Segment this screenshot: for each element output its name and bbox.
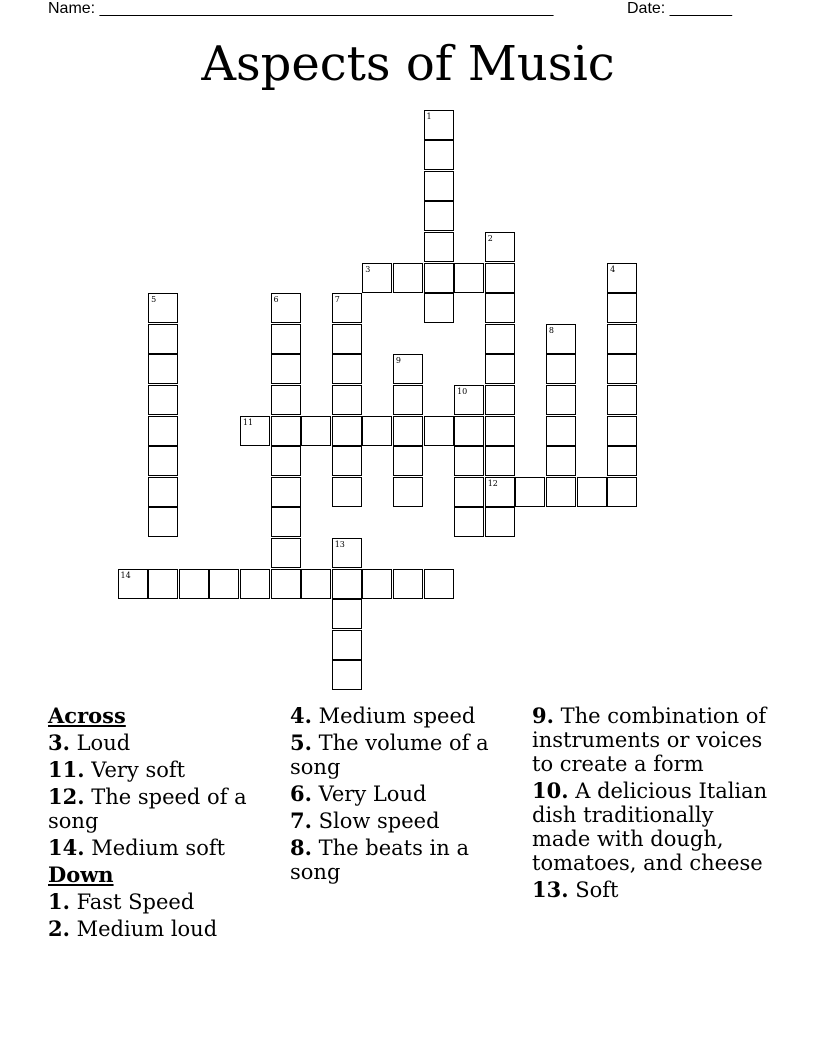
clue-item-text: The beats in a song bbox=[290, 836, 469, 884]
grid-cell[interactable] bbox=[393, 416, 423, 446]
grid-cell[interactable] bbox=[485, 416, 515, 446]
grid-cell[interactable] bbox=[393, 263, 423, 293]
grid-cell[interactable] bbox=[454, 446, 484, 476]
grid-cell[interactable] bbox=[332, 354, 362, 384]
clue-number: 10 bbox=[457, 386, 468, 396]
clue-item bbox=[48, 785, 278, 833]
grid-cell[interactable] bbox=[301, 569, 331, 599]
clue-item bbox=[290, 731, 520, 779]
grid-cell[interactable] bbox=[271, 385, 301, 415]
grid-cell[interactable] bbox=[332, 599, 362, 629]
grid-cell[interactable] bbox=[485, 324, 515, 354]
clue-number: 8 bbox=[548, 325, 554, 335]
grid-cell[interactable] bbox=[485, 232, 515, 262]
grid-cell[interactable] bbox=[485, 293, 515, 323]
grid-cell[interactable] bbox=[148, 446, 178, 476]
grid-cell[interactable] bbox=[148, 477, 178, 507]
clue-item-text: The combination of instruments or voices to create a form bbox=[532, 704, 767, 776]
grid-cell[interactable] bbox=[454, 385, 484, 415]
grid-cell[interactable] bbox=[393, 385, 423, 415]
grid-cell[interactable] bbox=[607, 354, 637, 384]
grid-cell[interactable] bbox=[148, 507, 178, 537]
grid-cell[interactable] bbox=[607, 416, 637, 446]
grid-cell[interactable] bbox=[424, 569, 454, 599]
grid-cell[interactable] bbox=[607, 477, 637, 507]
grid-cell[interactable] bbox=[546, 477, 576, 507]
clues-column-2 bbox=[290, 704, 520, 887]
grid-cell[interactable] bbox=[271, 354, 301, 384]
grid-cell[interactable] bbox=[546, 354, 576, 384]
grid-cell[interactable] bbox=[332, 324, 362, 354]
clue-item bbox=[532, 878, 772, 902]
grid-cell[interactable] bbox=[393, 477, 423, 507]
clue-number: 6 bbox=[273, 295, 279, 305]
grid-cell[interactable] bbox=[148, 293, 178, 323]
clue-number: 3 bbox=[365, 264, 371, 274]
clue-item bbox=[532, 704, 772, 776]
clue-number: 13 bbox=[334, 539, 345, 549]
grid-cell[interactable] bbox=[424, 140, 454, 170]
grid-cell[interactable] bbox=[424, 171, 454, 201]
page-title: Aspects of Music bbox=[201, 36, 615, 92]
grid-cell[interactable] bbox=[332, 446, 362, 476]
clue-number: 5 bbox=[151, 295, 157, 305]
grid-cell[interactable] bbox=[271, 569, 301, 599]
grid-cell[interactable] bbox=[393, 354, 423, 384]
grid-cell[interactable] bbox=[332, 477, 362, 507]
grid-cell[interactable] bbox=[454, 477, 484, 507]
clue-item-number: 9. bbox=[532, 703, 554, 728]
grid-cell[interactable] bbox=[485, 507, 515, 537]
clue-number: 4 bbox=[610, 264, 616, 274]
grid-cell[interactable] bbox=[424, 201, 454, 231]
grid-cell[interactable] bbox=[485, 263, 515, 293]
grid-cell[interactable] bbox=[515, 477, 545, 507]
clue-item-number: 11. bbox=[48, 757, 85, 782]
clues-column-3 bbox=[532, 704, 772, 905]
grid-cell[interactable] bbox=[546, 446, 576, 476]
clue-item bbox=[48, 731, 278, 755]
grid-cell[interactable] bbox=[148, 354, 178, 384]
grid-cell[interactable] bbox=[424, 293, 454, 323]
clue-item-number: 8. bbox=[290, 835, 312, 860]
grid-cell[interactable] bbox=[148, 569, 178, 599]
clue-item bbox=[48, 917, 278, 941]
clue-item-number: 7. bbox=[290, 808, 312, 833]
clue-item-text: Very Loud bbox=[311, 782, 427, 806]
clue-item-text: A delicious Italian dish traditionally made with dough, tomatoes, and cheese bbox=[532, 779, 768, 875]
grid-cell[interactable] bbox=[240, 569, 270, 599]
clue-item-number: 14. bbox=[48, 835, 85, 860]
grid-cell[interactable] bbox=[546, 385, 576, 415]
grid-cell[interactable] bbox=[485, 446, 515, 476]
grid-cell[interactable] bbox=[485, 354, 515, 384]
grid-cell[interactable] bbox=[271, 507, 301, 537]
clue-item bbox=[532, 779, 772, 875]
clues-column-1 bbox=[48, 704, 278, 944]
grid-cell[interactable] bbox=[362, 569, 392, 599]
clue-number: 11 bbox=[242, 417, 254, 427]
clue-item-text: Medium speed bbox=[311, 704, 476, 728]
clue-item bbox=[290, 782, 520, 806]
grid-cell[interactable] bbox=[271, 293, 301, 323]
grid-cell[interactable] bbox=[424, 110, 454, 140]
clue-item-text: Medium loud bbox=[69, 917, 218, 941]
grid-cell[interactable] bbox=[271, 446, 301, 476]
grid-cell[interactable] bbox=[424, 416, 454, 446]
grid-cell[interactable] bbox=[179, 569, 209, 599]
grid-cell[interactable] bbox=[332, 385, 362, 415]
grid-cell[interactable] bbox=[424, 263, 454, 293]
clue-number: 14 bbox=[120, 570, 131, 580]
clue-item bbox=[290, 809, 520, 833]
clue-item-number: 3. bbox=[48, 730, 70, 755]
clue-item-number: 13. bbox=[532, 877, 569, 902]
grid-cell[interactable] bbox=[607, 324, 637, 354]
grid-cell[interactable] bbox=[271, 416, 301, 446]
grid-cell[interactable] bbox=[332, 630, 362, 660]
grid-cell[interactable] bbox=[148, 324, 178, 354]
clue-item bbox=[290, 704, 520, 728]
grid-cell[interactable] bbox=[485, 385, 515, 415]
clue-item-text: The volume of a song bbox=[290, 731, 489, 779]
grid-cell[interactable] bbox=[362, 263, 392, 293]
clue-number: 12 bbox=[487, 478, 498, 488]
name-field: Name: ___________________________________________________ bbox=[48, 0, 554, 17]
grid-cell[interactable] bbox=[546, 416, 576, 446]
grid-cell[interactable] bbox=[424, 232, 454, 262]
grid-cell[interactable] bbox=[454, 263, 484, 293]
grid-cell[interactable] bbox=[393, 569, 423, 599]
grid-cell[interactable] bbox=[209, 569, 239, 599]
clue-number: 1 bbox=[426, 111, 432, 121]
grid-cell[interactable] bbox=[454, 416, 484, 446]
grid-cell[interactable] bbox=[332, 416, 362, 446]
clue-item bbox=[48, 890, 278, 914]
clue-item-text: Fast Speed bbox=[69, 890, 195, 914]
clue-item-text: Loud bbox=[69, 731, 131, 755]
grid-cell[interactable] bbox=[332, 293, 362, 323]
grid-cell[interactable] bbox=[607, 293, 637, 323]
grid-cell[interactable] bbox=[607, 263, 637, 293]
grid-cell[interactable] bbox=[362, 416, 392, 446]
clue-item-number: 1. bbox=[48, 889, 70, 914]
clue-item-number: 2. bbox=[48, 916, 70, 941]
clue-number: 7 bbox=[334, 295, 340, 305]
clue-number: 2 bbox=[487, 233, 493, 243]
grid-cell[interactable] bbox=[240, 416, 270, 446]
clue-item-text: The speed of a song bbox=[48, 785, 247, 833]
clue-item bbox=[48, 836, 278, 860]
clue-item-number: 4. bbox=[290, 703, 312, 728]
clue-item-number: 6. bbox=[290, 781, 312, 806]
clue-item-text: Slow speed bbox=[311, 809, 440, 833]
clue-item-number: 12. bbox=[48, 784, 85, 809]
grid-cell[interactable] bbox=[271, 538, 301, 568]
across-heading: Across bbox=[48, 703, 126, 728]
grid-cell[interactable] bbox=[607, 385, 637, 415]
grid-cell[interactable] bbox=[393, 446, 423, 476]
grid-cell[interactable] bbox=[271, 324, 301, 354]
grid-cell[interactable] bbox=[546, 324, 576, 354]
clue-item-number: 5. bbox=[290, 730, 312, 755]
grid-cell[interactable] bbox=[485, 477, 515, 507]
clue-item-text: Medium soft bbox=[84, 836, 226, 860]
date-field: Date: _______ bbox=[627, 0, 732, 17]
clue-number: 9 bbox=[395, 356, 401, 366]
grid-cell[interactable] bbox=[454, 507, 484, 537]
down-heading: Down bbox=[48, 862, 114, 887]
grid-cell[interactable] bbox=[148, 385, 178, 415]
grid-cell[interactable] bbox=[577, 477, 607, 507]
grid-cell[interactable] bbox=[332, 538, 362, 568]
grid-cell[interactable] bbox=[332, 660, 362, 690]
clue-item-number: 10. bbox=[532, 778, 569, 803]
clue-item bbox=[48, 758, 278, 782]
clue-item-text: Very soft bbox=[84, 758, 186, 782]
clue-item bbox=[290, 836, 520, 884]
grid-cell[interactable] bbox=[301, 416, 331, 446]
grid-cell[interactable] bbox=[148, 416, 178, 446]
grid-cell[interactable] bbox=[607, 446, 637, 476]
grid-cell[interactable] bbox=[271, 477, 301, 507]
grid-cell[interactable] bbox=[332, 569, 362, 599]
grid-cell[interactable] bbox=[118, 569, 148, 599]
clue-item-text: Soft bbox=[568, 878, 619, 902]
